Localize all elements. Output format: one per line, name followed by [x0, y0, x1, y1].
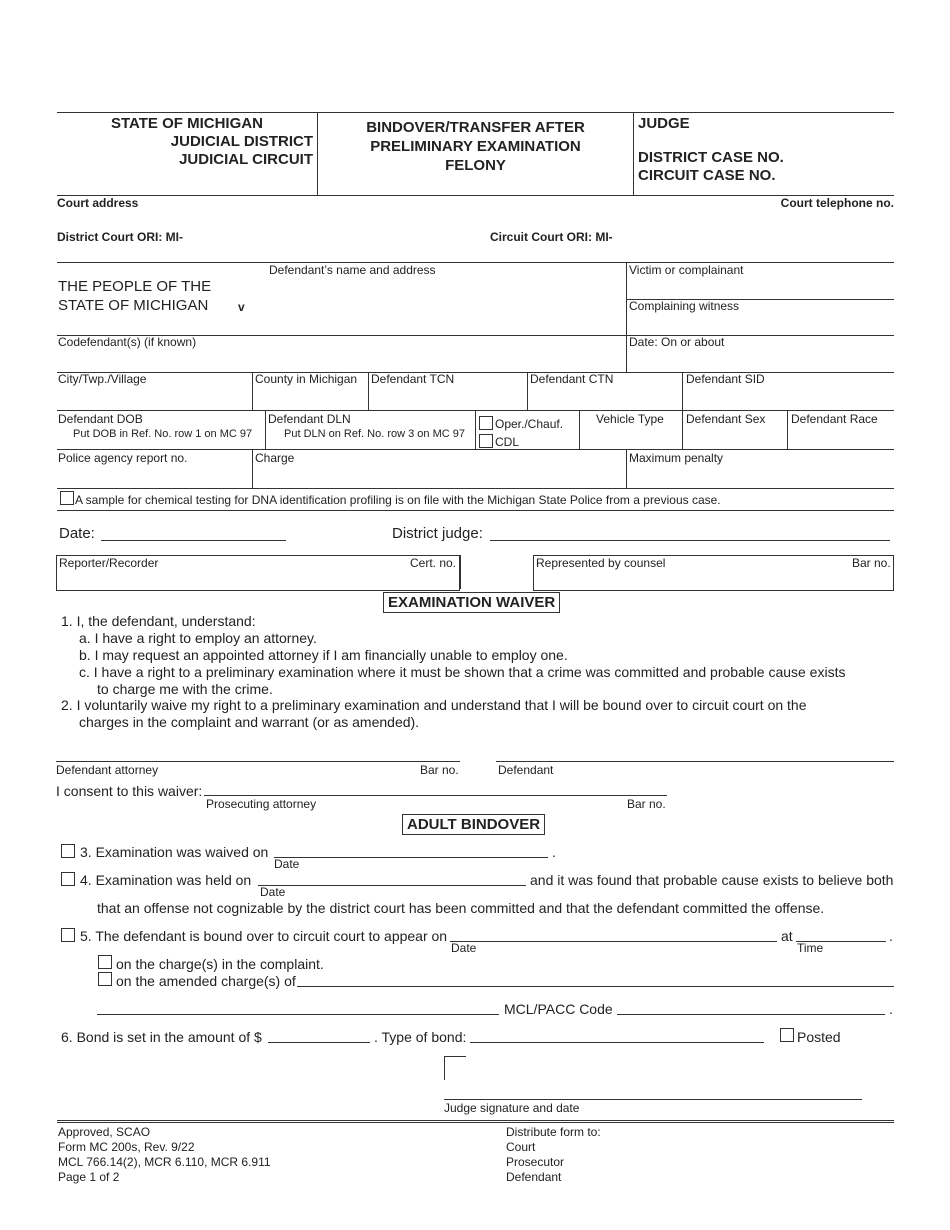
- def-attorney-label: Defendant attorney: [56, 763, 159, 777]
- amended-charges-checkbox[interactable]: [98, 972, 112, 986]
- prosecutor-bar-label: Bar no.: [627, 797, 666, 811]
- waiver-item-1c-cont: to charge me with the crime.: [97, 681, 273, 697]
- court-address-label: Court address: [57, 196, 139, 210]
- sex-label: Defendant Sex: [686, 412, 766, 426]
- defendant-signature-line[interactable]: [496, 761, 894, 762]
- waiver-item-1c: c. I have a right to a preliminary examination where it must be shown that a crime was committed and probable cause exists: [79, 664, 846, 680]
- ctn-label: Defendant CTN: [530, 372, 614, 386]
- item-4-text: 4. Examination was held on: [80, 872, 252, 888]
- judicial-district: JUDICIAL DISTRICT: [170, 133, 313, 150]
- district-ori: District Court ORI: MI-: [57, 230, 183, 244]
- people-line-2: STATE OF MICHIGAN: [58, 297, 209, 314]
- county-label: County in Michigan: [255, 372, 358, 386]
- dln-note: Put DLN on Ref. No. row 3 on MC 97: [284, 428, 465, 440]
- item-5-checkbox[interactable]: [61, 928, 75, 942]
- distribute-prosecutor: Prosecutor: [506, 1155, 565, 1169]
- versus: v: [238, 300, 245, 314]
- waived-date-label: Date: [274, 857, 300, 871]
- item-6-text: 6. Bond is set in the amount of $: [61, 1029, 262, 1045]
- mcl-period: .: [889, 1001, 893, 1017]
- vehicle-type-label: Vehicle Type: [596, 412, 664, 426]
- defense-signature-line[interactable]: [56, 761, 460, 762]
- bond-type-line[interactable]: [470, 1042, 764, 1043]
- police-report-label: Police agency report no.: [58, 451, 188, 465]
- form-number: Form MC 200s, Rev. 9/22: [58, 1140, 195, 1154]
- prosecutor-label: Prosecuting attorney: [206, 797, 317, 811]
- dna-checkbox[interactable]: [60, 491, 74, 505]
- circuit-case-label: CIRCUIT CASE NO.: [638, 167, 776, 184]
- complaint-charges-label: on the charge(s) in the complaint.: [116, 956, 324, 972]
- judge-label: JUDGE: [638, 115, 690, 132]
- complaining-witness-label: Complaining witness: [629, 299, 740, 313]
- counsel-bar-label: Bar no.: [852, 556, 891, 570]
- title-line-2: PRELIMINARY EXAMINATION: [370, 138, 581, 155]
- reporter-label: Reporter/Recorder: [59, 556, 159, 570]
- bond-amount-line[interactable]: [268, 1042, 370, 1043]
- judicial-circuit: JUDICIAL CIRCUIT: [179, 151, 313, 168]
- cdl-label: CDL: [495, 435, 520, 449]
- distribute-defendant: Defendant: [506, 1170, 562, 1184]
- waiver-heading: EXAMINATION WAIVER: [383, 592, 560, 613]
- held-date-line[interactable]: [258, 885, 526, 886]
- item-4-tail: and it was found that probable cause exists to believe both: [530, 872, 894, 888]
- waiver-item-1: 1. I, the defendant, understand:: [61, 613, 256, 629]
- state-name: STATE OF MICHIGAN: [111, 115, 263, 132]
- waiver-item-2-cont: charges in the complaint and warrant (or as amended).: [79, 714, 420, 730]
- item-3-checkbox[interactable]: [61, 844, 75, 858]
- prosecutor-signature-line[interactable]: [204, 795, 667, 796]
- counsel-label: Represented by counsel: [536, 556, 666, 570]
- circuit-ori: Circuit Court ORI: MI-: [490, 230, 613, 244]
- cert-label: Cert. no.: [410, 556, 457, 570]
- title-line-3: FELONY: [445, 157, 506, 174]
- city-label: City/Twp./Village: [58, 372, 147, 386]
- type-of-bond-label: . Type of bond:: [374, 1029, 467, 1045]
- max-penalty-label: Maximum penalty: [629, 451, 724, 465]
- date-label: Date:: [59, 525, 95, 542]
- item-4-checkbox[interactable]: [61, 872, 75, 886]
- footer-distribution: [506, 1125, 601, 1185]
- item-3-period: .: [552, 844, 556, 860]
- people-line-1: THE PEOPLE OF THE: [58, 278, 212, 295]
- district-judge-line[interactable]: [490, 540, 890, 541]
- race-label: Defendant Race: [791, 412, 878, 426]
- amended-charges-line[interactable]: [297, 986, 894, 987]
- item-5-text: 5. The defendant is bound over to circuit court to appear on: [80, 928, 448, 944]
- defendant-name-label: Defendant’s name and address: [269, 263, 436, 277]
- bindover-heading: ADULT BINDOVER: [402, 814, 545, 835]
- waiver-item-1a: a. I have a right to employ an attorney.: [79, 630, 317, 646]
- charge-label: Charge: [255, 451, 295, 465]
- cdl-checkbox[interactable]: [479, 434, 493, 448]
- judge-signature-label: Judge signature and date: [444, 1101, 580, 1115]
- item-4-line-2: that an offense not cognizable by the district court has been committed and that the defendant committed the offense.: [97, 900, 825, 916]
- mcl-citation: MCL 766.14(2), MCR 6.110, MCR 6.911: [58, 1155, 271, 1169]
- amended-charges-label: on the amended charge(s) of: [116, 973, 296, 989]
- oper-chauf-checkbox[interactable]: [479, 416, 493, 430]
- amended-charges-line-2[interactable]: [97, 1014, 499, 1015]
- dna-text: A sample for chemical testing for DNA identification profiling is on file with the Michigan State Police from a previous case.: [75, 493, 721, 507]
- title-line-1: BINDOVER/TRANSFER AFTER: [366, 119, 585, 136]
- approved-text: Approved, SCAO: [58, 1125, 151, 1139]
- court-phone-label: Court telephone no.: [780, 196, 894, 210]
- date-on-about-label: Date: On or about: [629, 335, 725, 349]
- posted-label: Posted: [797, 1029, 841, 1045]
- def-attorney-bar-label: Bar no.: [420, 763, 459, 777]
- mcl-pacc-line[interactable]: [617, 1014, 885, 1015]
- distribute-label: Distribute form to:: [506, 1125, 601, 1139]
- appear-date-line[interactable]: [450, 941, 777, 942]
- victim-label: Victim or complainant: [629, 263, 744, 277]
- waiver-item-1b: b. I may request an appointed attorney if I am financially unable to employ one.: [79, 647, 568, 663]
- appear-time-label: Time: [797, 941, 824, 955]
- page-number: Page 1 of 2: [58, 1170, 120, 1184]
- held-date-label: Date: [260, 885, 286, 899]
- defendant-sig-label: Defendant: [498, 763, 554, 777]
- district-case-label: DISTRICT CASE NO.: [638, 149, 784, 166]
- oper-chauf-label: Oper./Chauf.: [495, 417, 564, 431]
- dln-label: Defendant DLN: [268, 412, 351, 426]
- district-judge-label: District judge:: [392, 525, 483, 542]
- waiver-item-2: 2. I voluntarily waive my right to a preliminary examination and understand that I will be bound over to circuit court on the: [61, 697, 807, 713]
- distribute-court: Court: [506, 1140, 536, 1154]
- tcn-label: Defendant TCN: [371, 372, 455, 386]
- posted-checkbox[interactable]: [780, 1028, 794, 1042]
- dob-note: Put DOB in Ref. No. row 1 on MC 97: [73, 428, 253, 440]
- appear-date-label: Date: [451, 941, 477, 955]
- codefendants-label: Codefendant(s) (if known): [58, 335, 197, 349]
- date-line[interactable]: [101, 540, 286, 541]
- complaint-charges-checkbox[interactable]: [98, 955, 112, 969]
- item-5-period: .: [889, 928, 893, 944]
- mcl-pacc-label: MCL/PACC Code: [504, 1001, 613, 1017]
- item-5-at: at: [781, 928, 793, 944]
- judge-signature-line[interactable]: [444, 1099, 862, 1100]
- footer-left: [58, 1125, 271, 1185]
- form-title: [318, 118, 633, 175]
- dob-label: Defendant DOB: [58, 412, 143, 426]
- consent-label: I consent to this waiver:: [56, 783, 203, 799]
- sid-label: Defendant SID: [686, 372, 765, 386]
- item-3-text: 3. Examination was waived on: [80, 844, 269, 860]
- waived-date-line[interactable]: [274, 857, 548, 858]
